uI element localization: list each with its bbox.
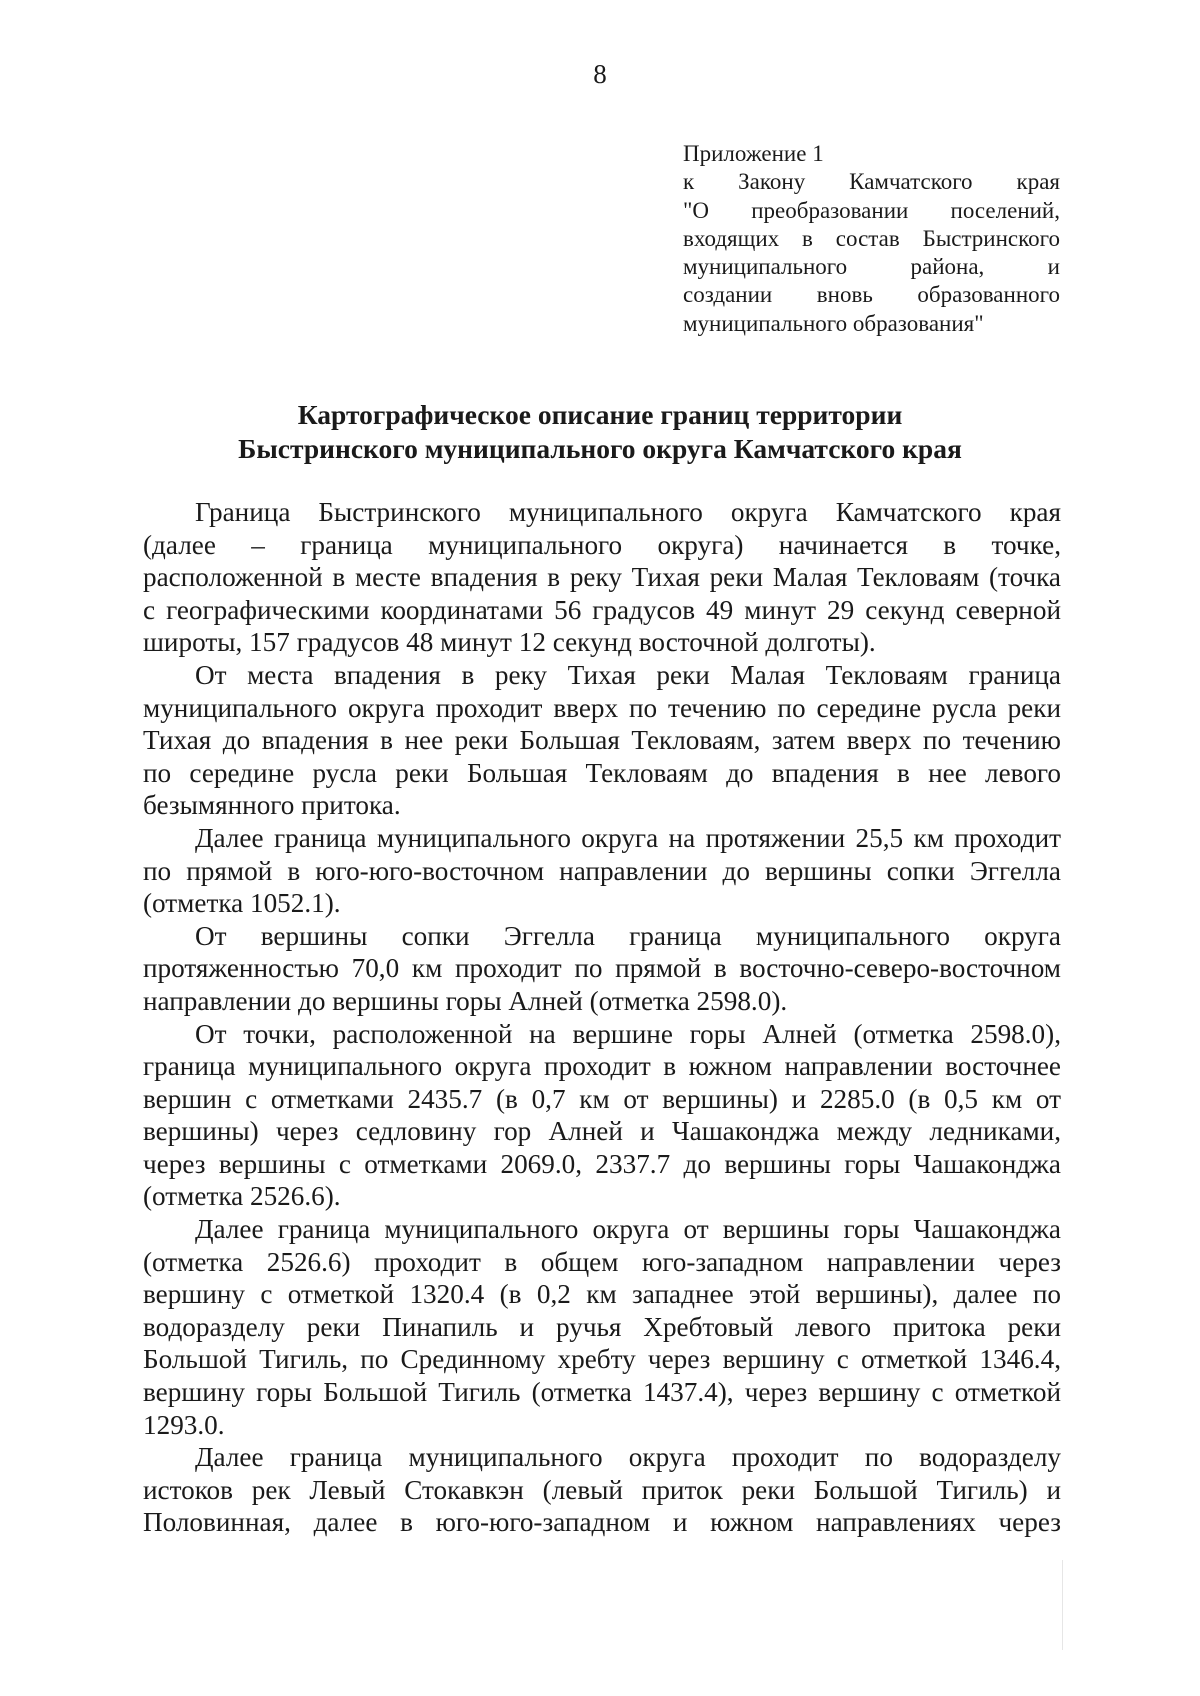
body-line: безымянного притока. — [143, 790, 401, 821]
body-paragraph — [143, 496, 1061, 659]
body-paragraph — [143, 822, 1061, 920]
appendix-line: муниципального района, и — [683, 254, 1060, 280]
body-line: 1293.0. — [143, 1409, 225, 1440]
body-line: Половинная, далее в юго-юго-западном и южном направлениях через — [143, 1507, 1061, 1538]
body-line: расположенной в месте впадения в реку Тихая реки Малая Текловаям (точка — [143, 562, 1061, 593]
document-body — [143, 496, 1061, 1539]
document-title-line: Быстринского муниципального округа Камчатского края — [238, 433, 962, 464]
body-line: (далее – граница муниципального округа) начинается в точке, — [143, 529, 1061, 560]
body-line: истоков рек Левый Стокавкэн (левый приток реки Большой Тигиль) и — [143, 1474, 1061, 1505]
appendix-line: Приложение 1 — [683, 141, 824, 166]
body-line: граница муниципального округа проходит в южном направлении восточнее — [143, 1051, 1061, 1082]
appendix-line: муниципального образования" — [683, 310, 984, 336]
appendix-line: "О преобразовании поселений, — [683, 197, 1060, 223]
body-line: От точки, расположенной на вершине горы Алней (отметка 2598.0), — [195, 1018, 1061, 1049]
body-line: вершину горы Большой Тигиль (отметка 1437.4), через вершину с отметкой — [143, 1377, 1061, 1408]
body-line: Далее граница муниципального округа на протяжении 25,5 км проходит — [195, 822, 1061, 853]
appendix-note — [683, 140, 1060, 338]
body-line: (отметка 2526.6) проходит в общем юго-западном направлении через — [143, 1246, 1061, 1277]
document-title — [130, 398, 1070, 466]
body-line: (отметка 1052.1). — [143, 888, 341, 919]
document-title-line: Картографическое описание границ территории — [297, 399, 903, 430]
body-line: широты, 157 градусов 48 минут 12 секунд восточной долготы). — [143, 627, 876, 658]
body-line: Большой Тигиль, по Срединному хребту через вершину с отметкой 1346.4, — [143, 1344, 1061, 1375]
body-line: вершины) через седловину гор Алней и Чашаконджа между ледниками, — [143, 1116, 1061, 1147]
body-paragraph — [143, 1018, 1061, 1214]
body-line: От места впадения в реку Тихая реки Малая Текловаям граница — [195, 659, 1061, 690]
body-line: по середине русла реки Большая Текловаям до впадения в нее левого — [143, 757, 1061, 788]
body-line: Далее граница муниципального округа проходит по водоразделу — [195, 1442, 1061, 1473]
appendix-line: создании вновь образованного — [683, 282, 1060, 308]
body-line: по прямой в юго-юго-восточном направлении до вершины сопки Эггелла — [143, 855, 1061, 886]
body-line: вершин с отметками 2435.7 (в 0,7 км от вершины) и 2285.0 (в 0,5 км от — [143, 1083, 1061, 1114]
body-paragraph — [143, 1441, 1061, 1539]
body-paragraph — [143, 920, 1061, 1018]
body-line: направлении до вершины горы Алней (отметка 2598.0). — [143, 985, 788, 1016]
body-line: (отметка 2526.6). — [143, 1181, 341, 1212]
body-line: вершину с отметкой 1320.4 (в 0,2 км западнее этой вершины), далее по — [143, 1279, 1061, 1310]
body-line: с географическими координатами 56 градусов 49 минут 29 секунд северной — [143, 594, 1061, 625]
appendix-line: входящих в состав Быстринского — [683, 225, 1060, 251]
body-paragraph — [143, 659, 1061, 822]
scan-edge-line — [1062, 1560, 1063, 1650]
body-line: через вершины с отметками 2069.0, 2337.7 до вершины горы Чашаконджа — [143, 1148, 1061, 1179]
body-line: Граница Быстринского муниципального округа Камчатского края — [195, 497, 1061, 527]
body-line: Далее граница муниципального округа от вершины горы Чашаконджа — [195, 1214, 1061, 1245]
body-line: водоразделу реки Пинапиль и ручья Хребтовый левого притока реки — [143, 1311, 1061, 1342]
body-line: муниципального округа проходит вверх по течению по середине русла реки — [143, 692, 1061, 723]
appendix-line: к Закону Камчатского края — [683, 169, 1060, 195]
body-line: От вершины сопки Эггелла граница муниципального округа — [195, 920, 1061, 951]
body-line: протяженностью 70,0 км проходит по прямой в восточно-северо-восточном — [143, 953, 1061, 984]
page-number: 8 — [593, 59, 607, 89]
body-line: Тихая до впадения в нее реки Большая Текловаям, затем вверх по течению — [143, 725, 1061, 756]
body-paragraph — [143, 1213, 1061, 1441]
